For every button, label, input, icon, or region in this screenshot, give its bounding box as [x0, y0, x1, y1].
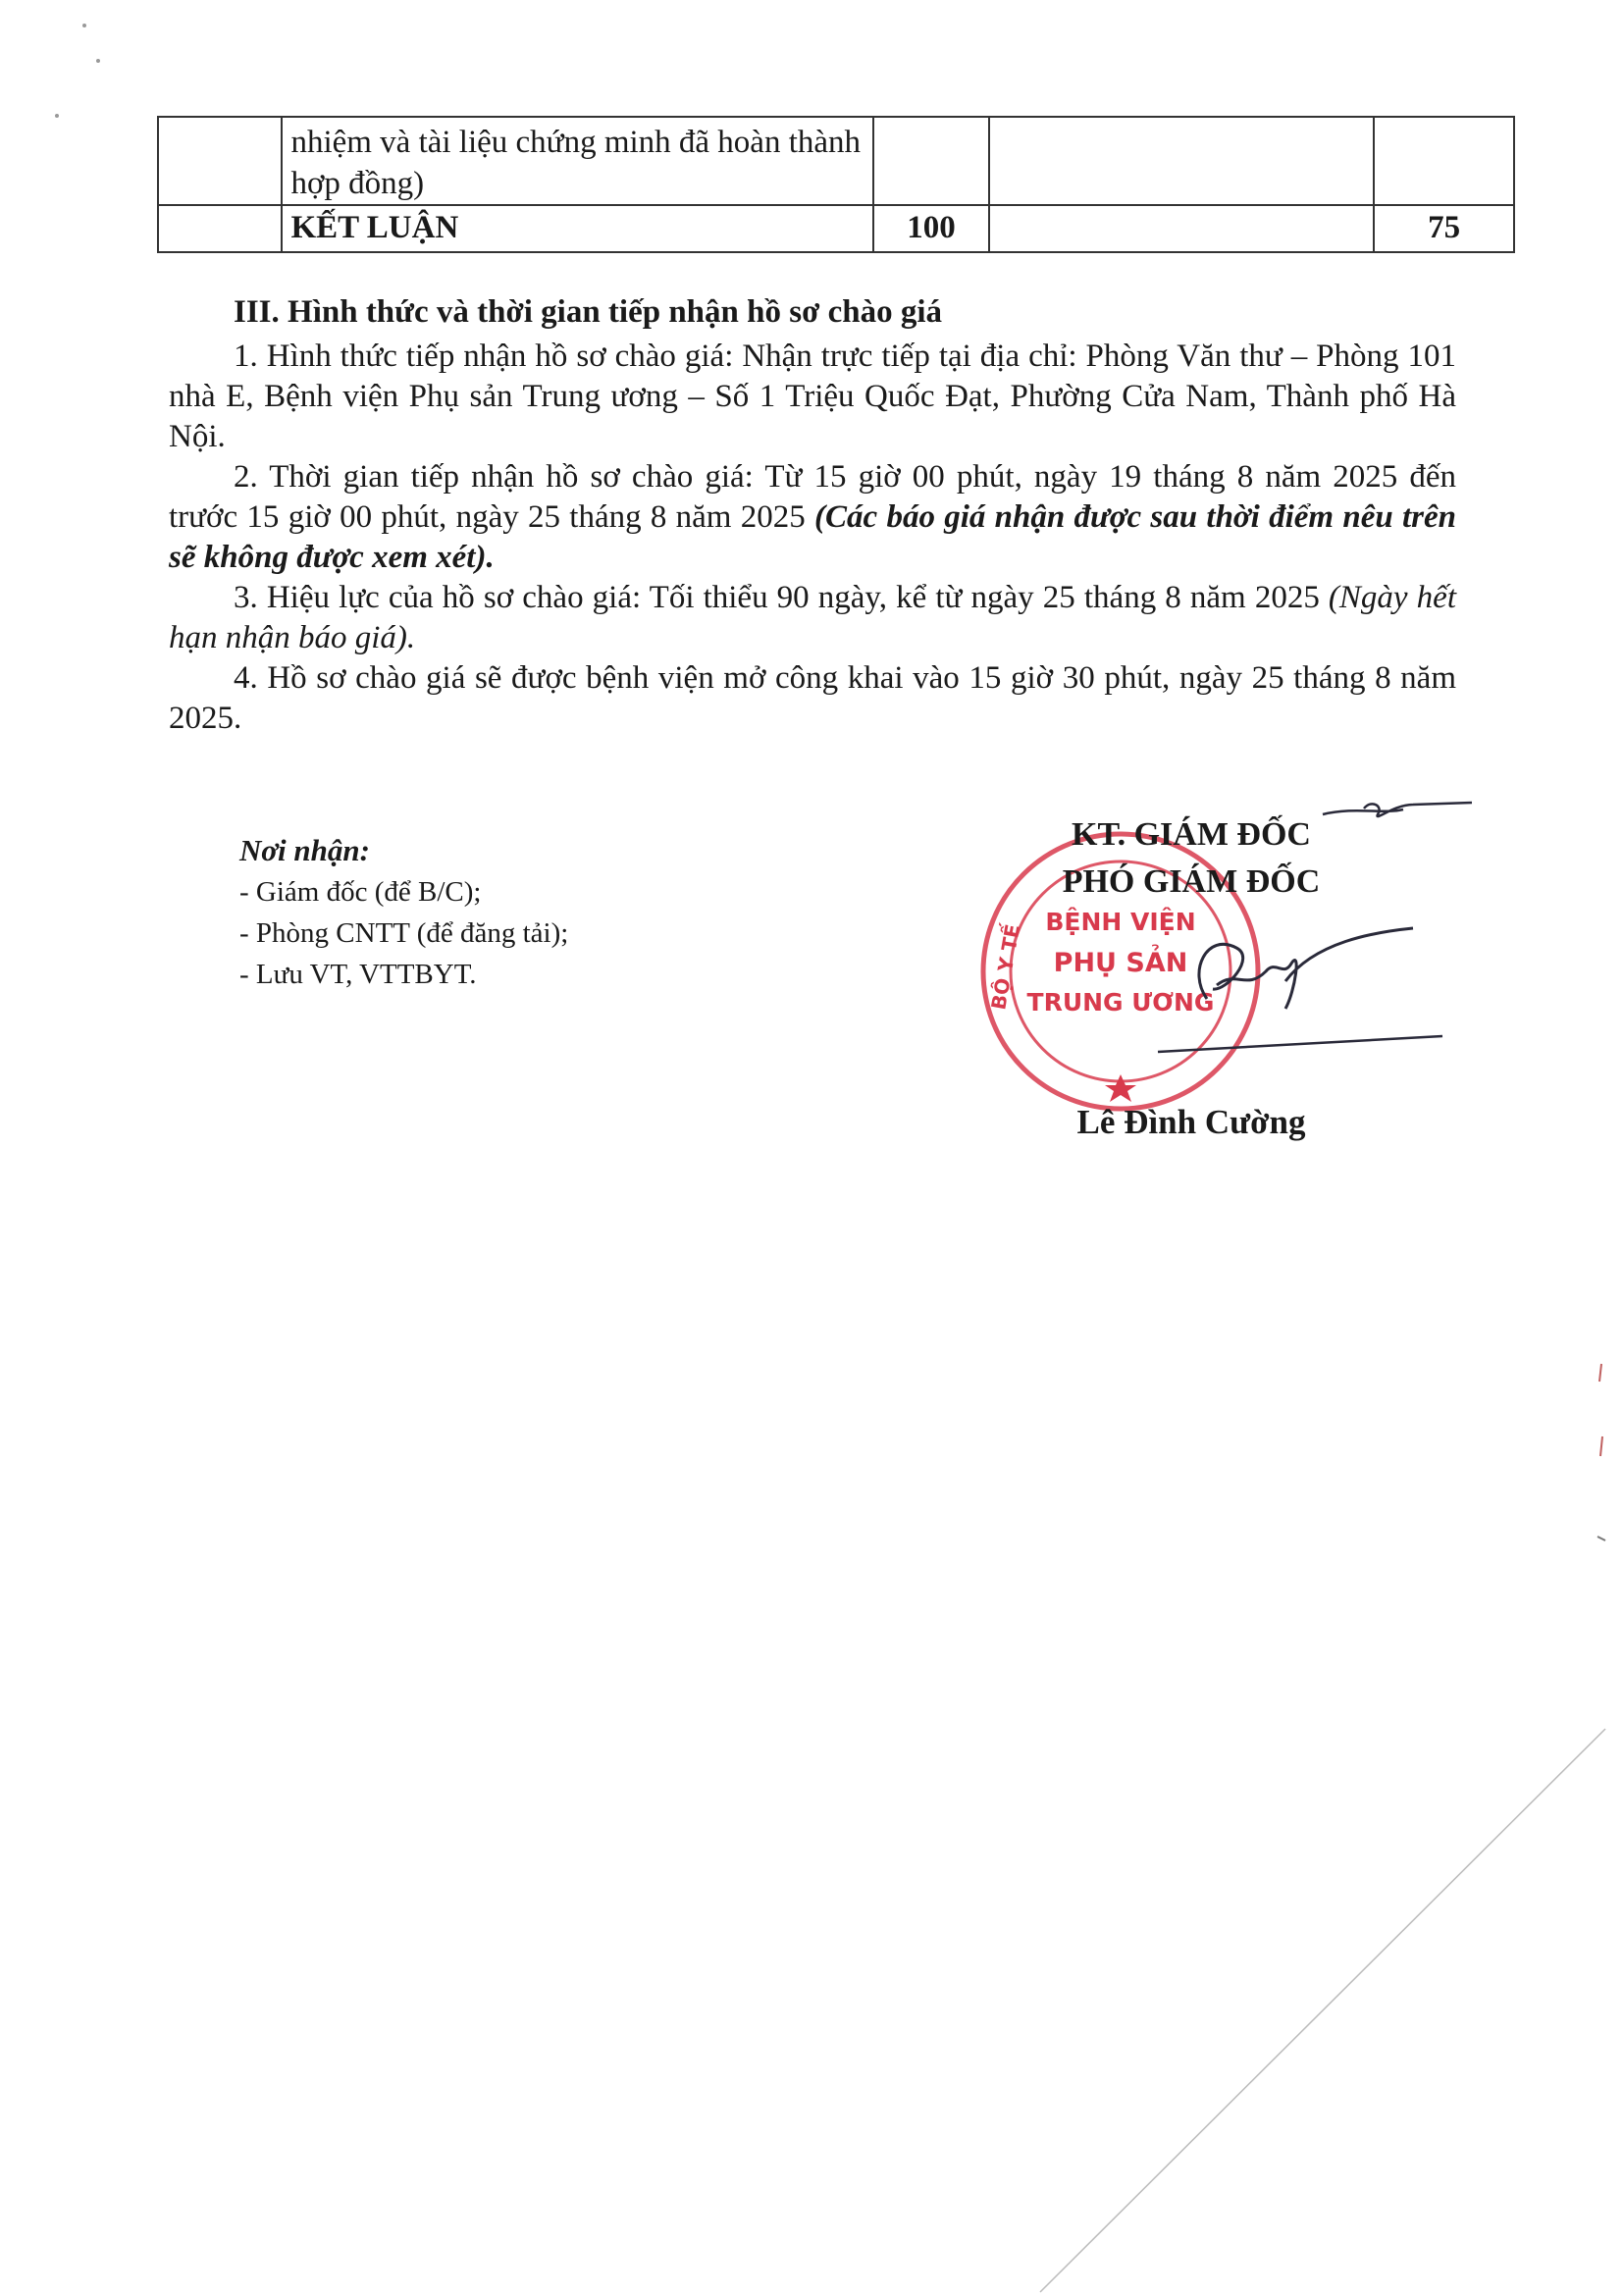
item-3-note: (Ngày hết hạn nhận báo giá).	[169, 580, 1456, 655]
table-cell-note	[989, 205, 1375, 252]
table-cell-index	[158, 117, 282, 205]
stamp-line-3: TRUNG ƯƠNG	[1026, 988, 1215, 1017]
recipient-item: - Lưu VT, VTTBYT.	[239, 959, 477, 990]
signature-title-2: PHÓ GIÁM ĐỐC	[1062, 863, 1321, 900]
conclusion-label: KẾT LUẬN	[282, 205, 873, 252]
paragraph-item-4: 4. Hồ sơ chào giá sẽ được bệnh viện mở công khai vào 15 giờ 30 phút, ngày 25 tháng 8 năm 2025.	[169, 660, 1456, 736]
recipients-list	[239, 871, 568, 995]
evaluation-table	[157, 116, 1515, 253]
table-row	[158, 117, 1514, 205]
section-heading: III. Hình thức và thời gian tiếp nhận hồ sơ chào giá	[234, 294, 943, 330]
paragraph-item-1: 1. Hình thức tiếp nhận hồ sơ chào giá: Nhận trực tiếp tại địa chỉ: Phòng Văn thư – Phòng 101 nhà E, Bệnh viện Phụ sản Trung ương – Số 1 Triệu Quốc Đạt, Phường Cửa Nam, Thành phố Hà Nội.	[169, 339, 1456, 454]
paragraph-item-3	[169, 578, 1456, 658]
section-submission	[169, 292, 1456, 739]
stamp-line-2: PHỤ SẢN	[1053, 948, 1188, 978]
table-cell-score	[1374, 117, 1514, 205]
conclusion-max-score: 100	[873, 205, 988, 252]
table-cell-index	[158, 205, 282, 252]
recipients-title: Nơi nhận:	[239, 833, 370, 867]
stamp-line-1: BỆNH VIỆN	[1045, 908, 1196, 936]
paragraph-item-2	[169, 457, 1456, 578]
item-2-note: (Các báo giá nhận được sau thời điểm nêu trên sẽ không được xem xét).	[169, 499, 1456, 575]
table-cell-max-score	[873, 117, 988, 205]
recipient-item: - Phòng CNTT (để đăng tải);	[239, 917, 569, 949]
signature-title-1: KT. GIÁM ĐỐC	[1072, 816, 1311, 853]
conclusion-score: 75	[1374, 205, 1514, 252]
handwritten-signature	[1119, 785, 1531, 1079]
item-3-text: 3. Hiệu lực của hồ sơ chào giá: Tối thiểu 90 ngày, kể từ ngày 25 tháng 8 năm 2025	[234, 580, 1329, 615]
signer-name: Lê Đình Cường	[1076, 1103, 1306, 1141]
table-cell-note	[989, 117, 1375, 205]
recipient-item: - Giám đốc (để B/C);	[239, 876, 482, 908]
item-2-text: 2. Thời gian tiếp nhận hồ sơ chào giá: Từ 15 giờ 00 phút, ngày 19 tháng 8 năm 2025 đến trước 15 giờ 00 phút, ngày 25 tháng 8 năm 2025	[169, 459, 1456, 535]
recipients-block	[239, 830, 568, 995]
table-row-conclusion	[158, 205, 1514, 252]
table-cell-criteria: nhiệm và tài liệu chứng minh đã hoàn thành hợp đồng)	[282, 117, 873, 205]
stamp-left-text: BỘ Y TẾ	[986, 922, 1025, 1012]
